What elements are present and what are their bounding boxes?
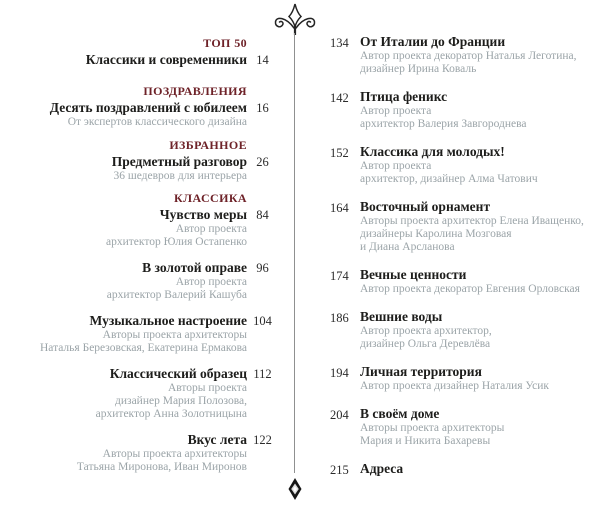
diamond-finial-ornament-icon — [287, 477, 303, 501]
entry-page-number: 215 — [330, 463, 349, 477]
entry-description: Авторы проекта архитектор Елена Иващенко, — [360, 215, 584, 227]
toc-entry — [330, 34, 592, 76]
entry-page-number: 152 — [330, 146, 349, 160]
entry-title: В золотой оправе — [142, 260, 247, 275]
entry-description: Автор проекта архитектор, — [360, 325, 492, 337]
entry-description: Татьяна Миронова, Иван Миронов — [76, 461, 247, 473]
entry-description: архитектор Анна Золотницына — [95, 408, 247, 420]
entry-page-number: 204 — [330, 408, 349, 422]
entry-description: Авторы проекта архитекторы — [102, 329, 247, 341]
toc-section-congrats — [0, 84, 278, 129]
entry-description: Автор проекта декоратор Наталья Леготина, — [360, 50, 577, 62]
entry-description: От экспертов классического дизайна — [67, 116, 247, 128]
entry-description: дизайнеры Каролина Мозговая — [360, 228, 512, 240]
entry-page-number: 122 — [253, 433, 272, 447]
entry-title: От Италии до Франции — [360, 34, 506, 49]
entry-title: Классический образец — [109, 366, 247, 381]
entry-title: Десять поздравлений с юбилеем — [49, 100, 247, 115]
toc-entry — [0, 432, 278, 474]
entry-page-number: 112 — [253, 367, 272, 381]
section-header: ПОЗДРАВЛЕНИЯ — [143, 84, 247, 98]
entry-title: Предметный разговор — [111, 154, 247, 169]
toc-entry — [330, 461, 592, 478]
toc-entry — [0, 366, 278, 421]
entry-description: архитектор Валерий Кашуба — [106, 289, 247, 301]
toc-right-column — [330, 34, 592, 491]
entry-description: архитектор, дизайнер Алма Чатович — [360, 173, 538, 185]
section-header: КЛАССИКА — [174, 191, 247, 205]
toc-section-selected — [0, 138, 278, 183]
toc-entry — [0, 100, 278, 129]
entry-page-number: 186 — [330, 311, 349, 325]
entry-description: Автор проекта — [175, 276, 247, 288]
toc-entry — [0, 52, 278, 68]
entry-description: 36 шедевров для интерьера — [113, 170, 247, 182]
toc-entry — [330, 309, 592, 351]
toc-entry — [0, 154, 278, 183]
entry-title: Музыкальное настроение — [89, 313, 247, 328]
entry-title: Классики и современники — [85, 52, 247, 67]
toc-entry — [0, 260, 278, 302]
entry-page-number: 84 — [256, 208, 269, 222]
entry-description: Мария и Никита Бахаревы — [360, 435, 491, 447]
entry-description: и Диана Арсланова — [360, 241, 455, 253]
entry-page-number: 142 — [330, 91, 349, 105]
entry-description: дизайнер Ольга Деревлёва — [360, 338, 491, 350]
entry-title: Восточный орнамент — [360, 199, 491, 214]
toc-left-column — [0, 0, 278, 513]
entry-description: Автор проекта дизайнер Наталия Усик — [360, 380, 550, 392]
entry-title: Личная территория — [360, 364, 482, 379]
entry-description: Наталья Березовская, Екатерина Ермакова — [39, 342, 247, 354]
toc-entry — [0, 207, 278, 249]
entry-title: Вечные ценности — [360, 267, 467, 282]
entry-title: Птица феникс — [360, 89, 448, 104]
entry-title: Адреса — [360, 461, 404, 476]
column-divider-line — [294, 33, 295, 473]
entry-description: Автор проекта — [175, 223, 247, 235]
toc-entry — [330, 89, 592, 131]
toc-entry — [330, 144, 592, 186]
toc-entry — [330, 267, 592, 296]
entry-page-number: 16 — [256, 101, 269, 115]
section-header: ТОП 50 — [203, 36, 247, 50]
entry-description: дизайнер Мария Полозова, — [115, 395, 247, 407]
entry-title: Вкус лета — [187, 432, 247, 447]
entry-page-number: 14 — [256, 53, 269, 67]
entry-description: Автор проекта декоратор Евгения Орловская — [360, 283, 580, 295]
entry-description: Авторы проекта — [167, 382, 247, 394]
entry-title: Чувство меры — [159, 207, 247, 222]
entry-page-number: 174 — [330, 269, 349, 283]
entry-description: Автор проекта — [360, 160, 432, 172]
entry-page-number: 134 — [330, 36, 349, 50]
entry-description: архитектор Валерия Завгороднева — [360, 118, 527, 130]
toc-entry — [0, 313, 278, 355]
entry-page-number: 194 — [330, 366, 349, 380]
entry-description: Автор проекта — [360, 105, 432, 117]
toc-section-classics — [0, 191, 278, 474]
entry-page-number: 164 — [330, 201, 349, 215]
entry-title: Вешние воды — [360, 309, 443, 324]
entry-title: В своём доме — [360, 406, 440, 421]
entry-page-number: 26 — [256, 155, 269, 169]
entry-page-number: 96 — [256, 261, 269, 275]
toc-entry — [330, 406, 592, 448]
entry-title: Классика для молодых! — [360, 144, 505, 159]
section-header: ИЗБРАННОЕ — [169, 138, 247, 152]
entry-description: Авторы проекта архитекторы — [102, 448, 247, 460]
entry-description: дизайнер Ирина Коваль — [360, 63, 477, 75]
entry-description: Авторы проекта архитекторы — [360, 422, 505, 434]
entry-page-number: 104 — [253, 314, 272, 328]
toc-section-top50 — [0, 36, 278, 68]
entry-description: архитектор Юлия Остапенко — [106, 236, 247, 248]
toc-entry — [330, 199, 592, 254]
toc-entry — [330, 364, 592, 393]
